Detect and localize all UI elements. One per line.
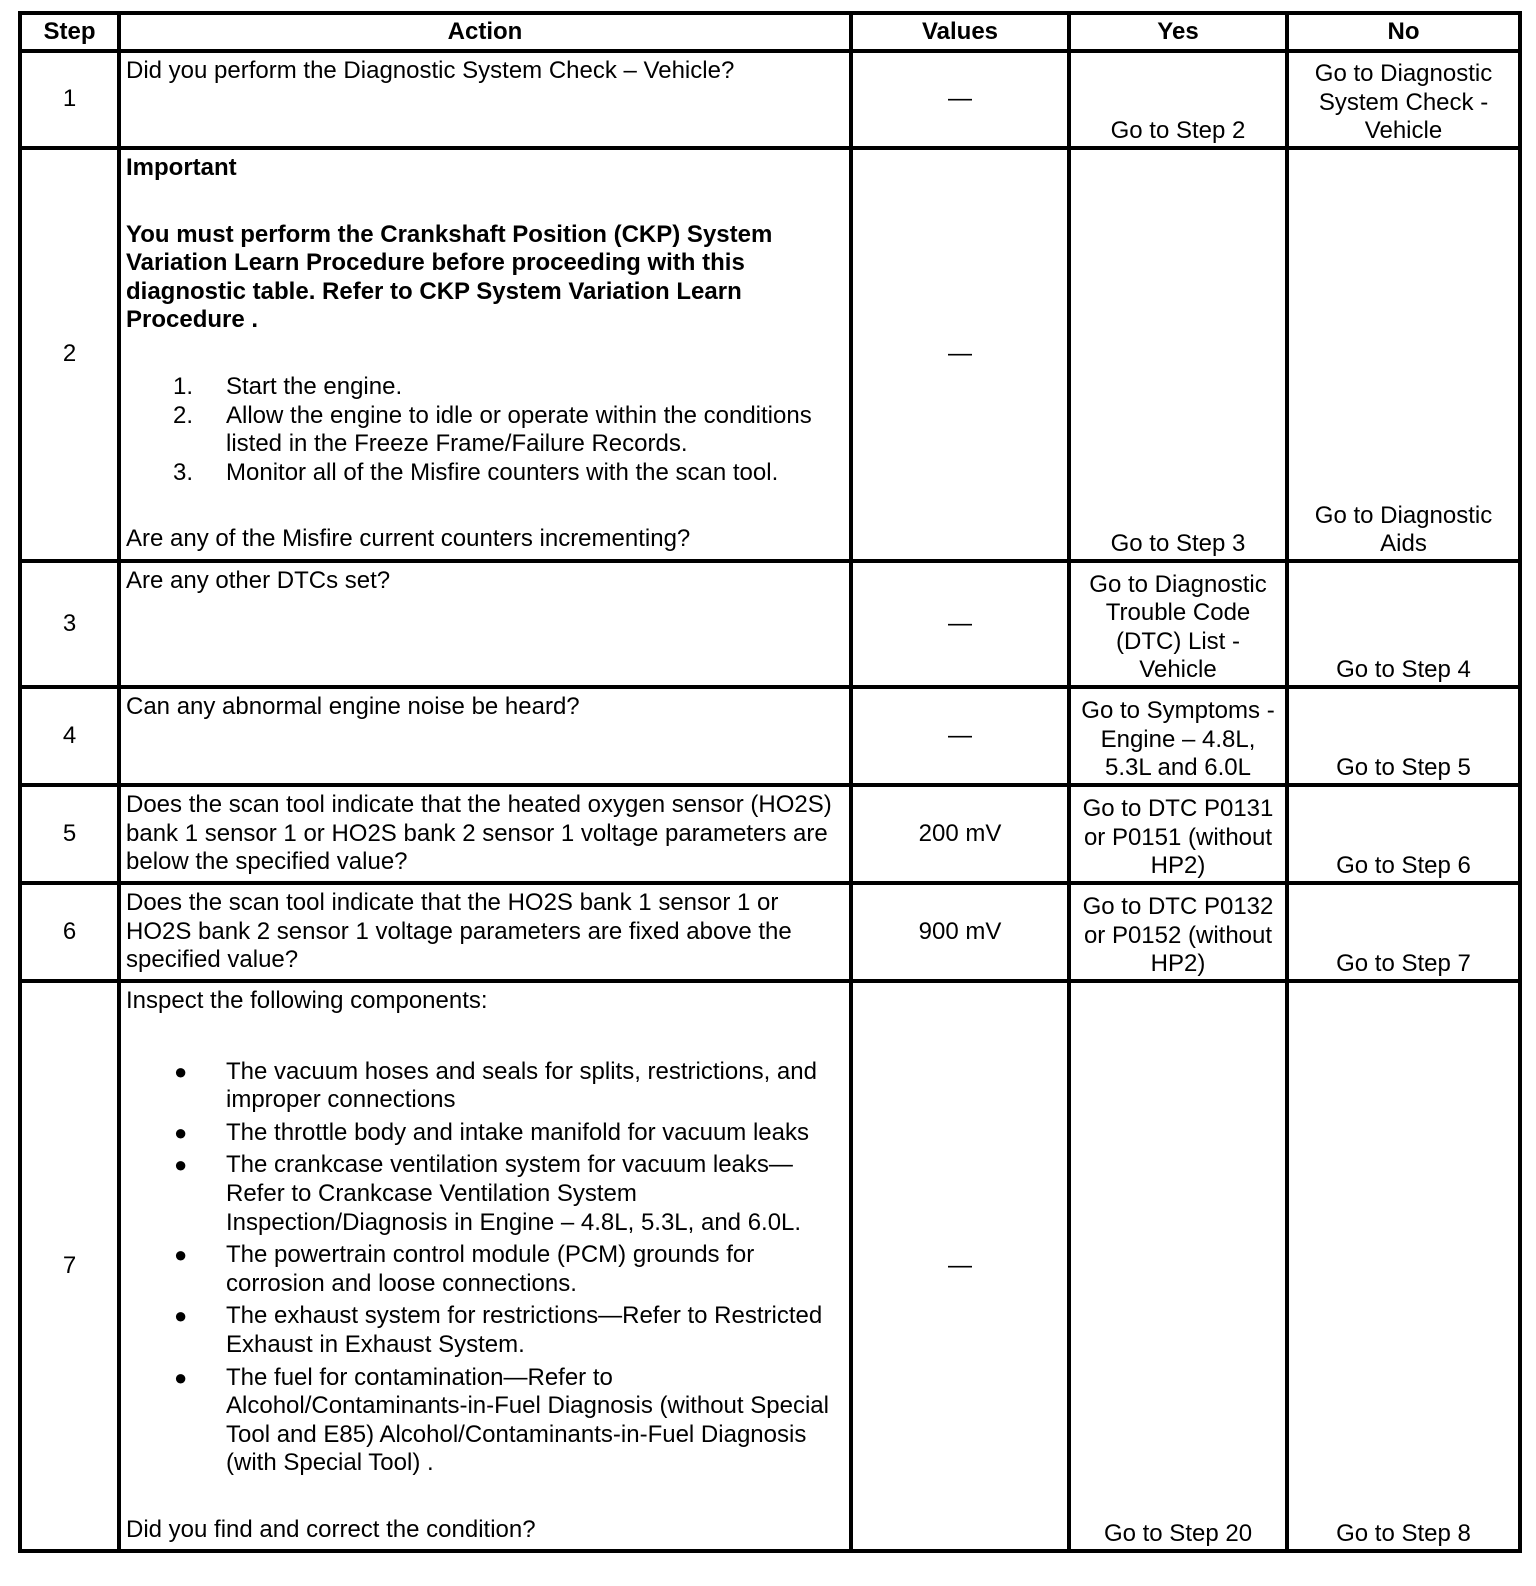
action-question: Are any of the Misfire current counters incrementing? xyxy=(126,525,691,553)
component-list xyxy=(126,1058,844,1478)
yes-cell: Go to Step 3 xyxy=(1069,148,1287,561)
bullet-icon: ● xyxy=(174,1242,188,1268)
list-text: Start the engine. xyxy=(226,372,403,400)
list-text: The throttle body and intake manifold for vacuum leaks xyxy=(226,1118,809,1146)
table-row xyxy=(20,687,1520,785)
step-number: 7 xyxy=(20,981,119,1551)
no-cell: Go to Step 7 xyxy=(1287,883,1520,981)
no-cell: Go to Step 5 xyxy=(1287,687,1520,785)
list-number: 1. xyxy=(173,372,194,400)
list-text: The vacuum hoses and seals for splits, restrictions, and improper connections xyxy=(226,1057,817,1114)
no-cell: Go to Step 4 xyxy=(1287,561,1520,687)
action-text: Does the scan tool indicate that the heated oxygen sensor (HO2S) bank 1 sensor 1 or HO2S bank 2 sensor 1 voltage parameters are below the specified value? xyxy=(126,791,832,876)
list-text: The exhaust system for restrictions—Refer to Restricted Exhaust in Exhaust System. xyxy=(226,1302,823,1358)
list-text: Monitor all of the Misfire counters with the scan tool. xyxy=(226,458,779,486)
header-no: No xyxy=(1287,13,1520,51)
table-row xyxy=(20,981,1520,1551)
list-text: Allow the engine to idle or operate within the conditions listed in the Freeze Frame/Failure Records. xyxy=(226,401,812,458)
diagnostic-table xyxy=(18,11,1522,1553)
header-yes: Yes xyxy=(1069,13,1287,51)
bullet-icon: ● xyxy=(174,1058,188,1084)
list-item xyxy=(126,402,844,459)
no-cell: Go to Diagnostic Aids xyxy=(1287,148,1520,561)
value-cell: 200 mV xyxy=(851,785,1069,883)
action-cell xyxy=(119,51,851,148)
step-number: 6 xyxy=(20,883,119,981)
table-row xyxy=(20,561,1520,687)
list-item xyxy=(126,1151,844,1237)
bullet-icon: ● xyxy=(174,1303,188,1329)
action-text: Did you perform the Diagnostic System Check – Vehicle? xyxy=(126,57,735,84)
yes-cell: Go to Step 20 xyxy=(1069,981,1287,1551)
bullet-icon: ● xyxy=(174,1119,188,1145)
action-cell xyxy=(119,148,851,561)
list-item xyxy=(126,1119,844,1148)
list-item xyxy=(126,1364,844,1478)
value-cell: 900 mV xyxy=(851,883,1069,981)
list-text: The crankcase ventilation system for vacuum leaks—Refer to Crankcase Ventilation System Inspection/Diagnosis in Engine – 4.8L, 5.3L, and 6.0L. xyxy=(226,1151,802,1236)
no-cell: Go to Step 6 xyxy=(1287,785,1520,883)
value-cell: — xyxy=(851,148,1069,561)
header-row xyxy=(20,13,1520,51)
table-row xyxy=(20,51,1520,148)
value-cell: — xyxy=(851,687,1069,785)
action-text: Can any abnormal engine noise be heard? xyxy=(126,693,580,720)
list-text: The fuel for contamination—Refer to Alcohol/Contaminants-in-Fuel Diagnosis (without Special Tool and E85) Alcohol/Contaminants-in-Fuel Diagnosis (with Special Tool) . xyxy=(226,1363,829,1477)
bullet-icon: ● xyxy=(174,1364,188,1390)
action-text: Does the scan tool indicate that the HO2S bank 1 sensor 1 or HO2S bank 2 sensor 1 voltage parameters are fixed above the specified value? xyxy=(126,889,792,974)
action-cell xyxy=(119,687,851,785)
step-number: 4 xyxy=(20,687,119,785)
no-cell: Go to Step 8 xyxy=(1287,981,1520,1551)
table-row xyxy=(20,148,1520,561)
action-question: Did you find and correct the condition? xyxy=(126,1515,536,1543)
action-cell xyxy=(119,561,851,687)
action-cell xyxy=(119,883,851,981)
list-item xyxy=(126,459,844,488)
action-cell xyxy=(119,981,851,1551)
yes-cell: Go to Step 2 xyxy=(1069,51,1287,148)
step-number: 1 xyxy=(20,51,119,148)
yes-cell: Go to DTC P0131 or P0151 (without HP2) xyxy=(1069,785,1287,883)
procedure-list xyxy=(126,373,844,487)
header-values: Values xyxy=(851,13,1069,51)
step-number: 3 xyxy=(20,561,119,687)
list-number: 2. xyxy=(173,401,194,429)
list-item xyxy=(126,1058,844,1115)
yes-cell: Go to Diagnostic Trouble Code (DTC) List - Vehicle xyxy=(1069,561,1287,687)
yes-cell: Go to Symptoms - Engine – 4.8L, 5.3L and 6.0L xyxy=(1069,687,1287,785)
list-item xyxy=(126,373,844,402)
value-cell: — xyxy=(851,981,1069,1551)
list-item xyxy=(126,1302,844,1359)
action-intro: Inspect the following components: xyxy=(126,987,488,1014)
header-action: Action xyxy=(119,13,851,51)
list-text: The powertrain control module (PCM) grounds for corrosion and loose connections. xyxy=(226,1241,755,1297)
bullet-icon: ● xyxy=(174,1152,188,1178)
list-item xyxy=(126,1241,844,1298)
no-cell: Go to Diagnostic System Check - Vehicle xyxy=(1287,51,1520,148)
table-row xyxy=(20,785,1520,883)
action-cell xyxy=(119,785,851,883)
yes-cell: Go to DTC P0132 or P0152 (without HP2) xyxy=(1069,883,1287,981)
value-cell: — xyxy=(851,561,1069,687)
important-text: You must perform the Crankshaft Position (CKP) System Variation Learn Procedure before proceeding with this diagnostic table. Refer to CKP System Variation Learn Procedure . xyxy=(126,220,773,334)
step-number: 5 xyxy=(20,785,119,883)
value-cell: — xyxy=(851,51,1069,148)
table-row xyxy=(20,883,1520,981)
action-text: Are any other DTCs set? xyxy=(126,567,391,594)
important-heading: Important xyxy=(126,154,237,181)
step-number: 2 xyxy=(20,148,119,561)
header-step: Step xyxy=(20,13,119,51)
list-number: 3. xyxy=(173,458,194,486)
